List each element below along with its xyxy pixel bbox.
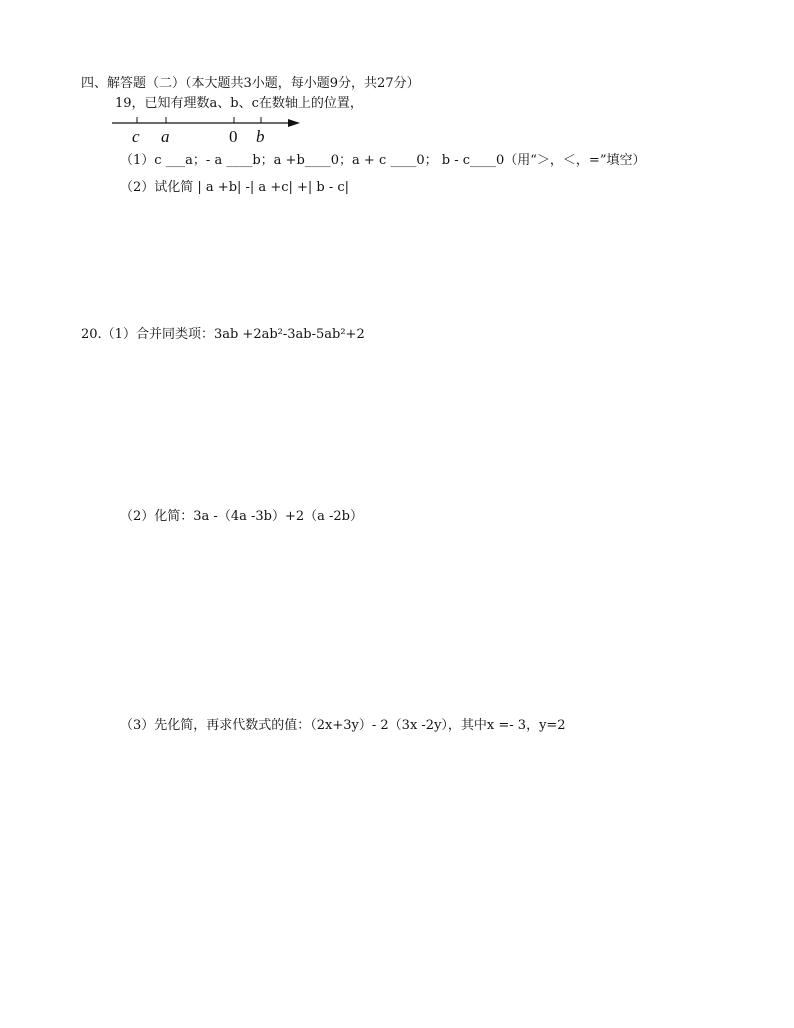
section-title: 四、解答题（二）（本大题共3小题，每小题9分，共27分） <box>81 76 420 91</box>
tick-label-a: a <box>161 127 170 146</box>
number-line-axis <box>112 114 308 128</box>
axis-arrow <box>288 119 300 127</box>
question-20-part-2: （2）化简：3a -（4a -3b）+2（a -2b） <box>120 509 363 524</box>
tick-label-c: c <box>132 127 140 146</box>
tick-label-0: 0 <box>229 127 238 146</box>
question-19-part-1: （1）c ___a；- a ____b；a +b____0；a + c ____0； b - c____0（用“＞，＜，=”填空） <box>120 153 646 168</box>
tick-label-b: b <box>256 127 265 146</box>
number-line <box>112 114 308 150</box>
question-19-intro: 19，已知有理数a、b、c在数轴上的位置， <box>115 96 363 111</box>
question-19-part-2: （2）试化简 | a +b| -| a +c| +| b - c| <box>120 180 350 195</box>
question-20-part-3: （3）先化简，再求代数式的值：（2x+3y）- 2（3x -2y），其中x =- 3，y=2 <box>120 718 566 733</box>
question-20-part-1: 20.（1）合并同类项：3ab +2ab²-3ab-5ab²+2 <box>81 327 365 342</box>
